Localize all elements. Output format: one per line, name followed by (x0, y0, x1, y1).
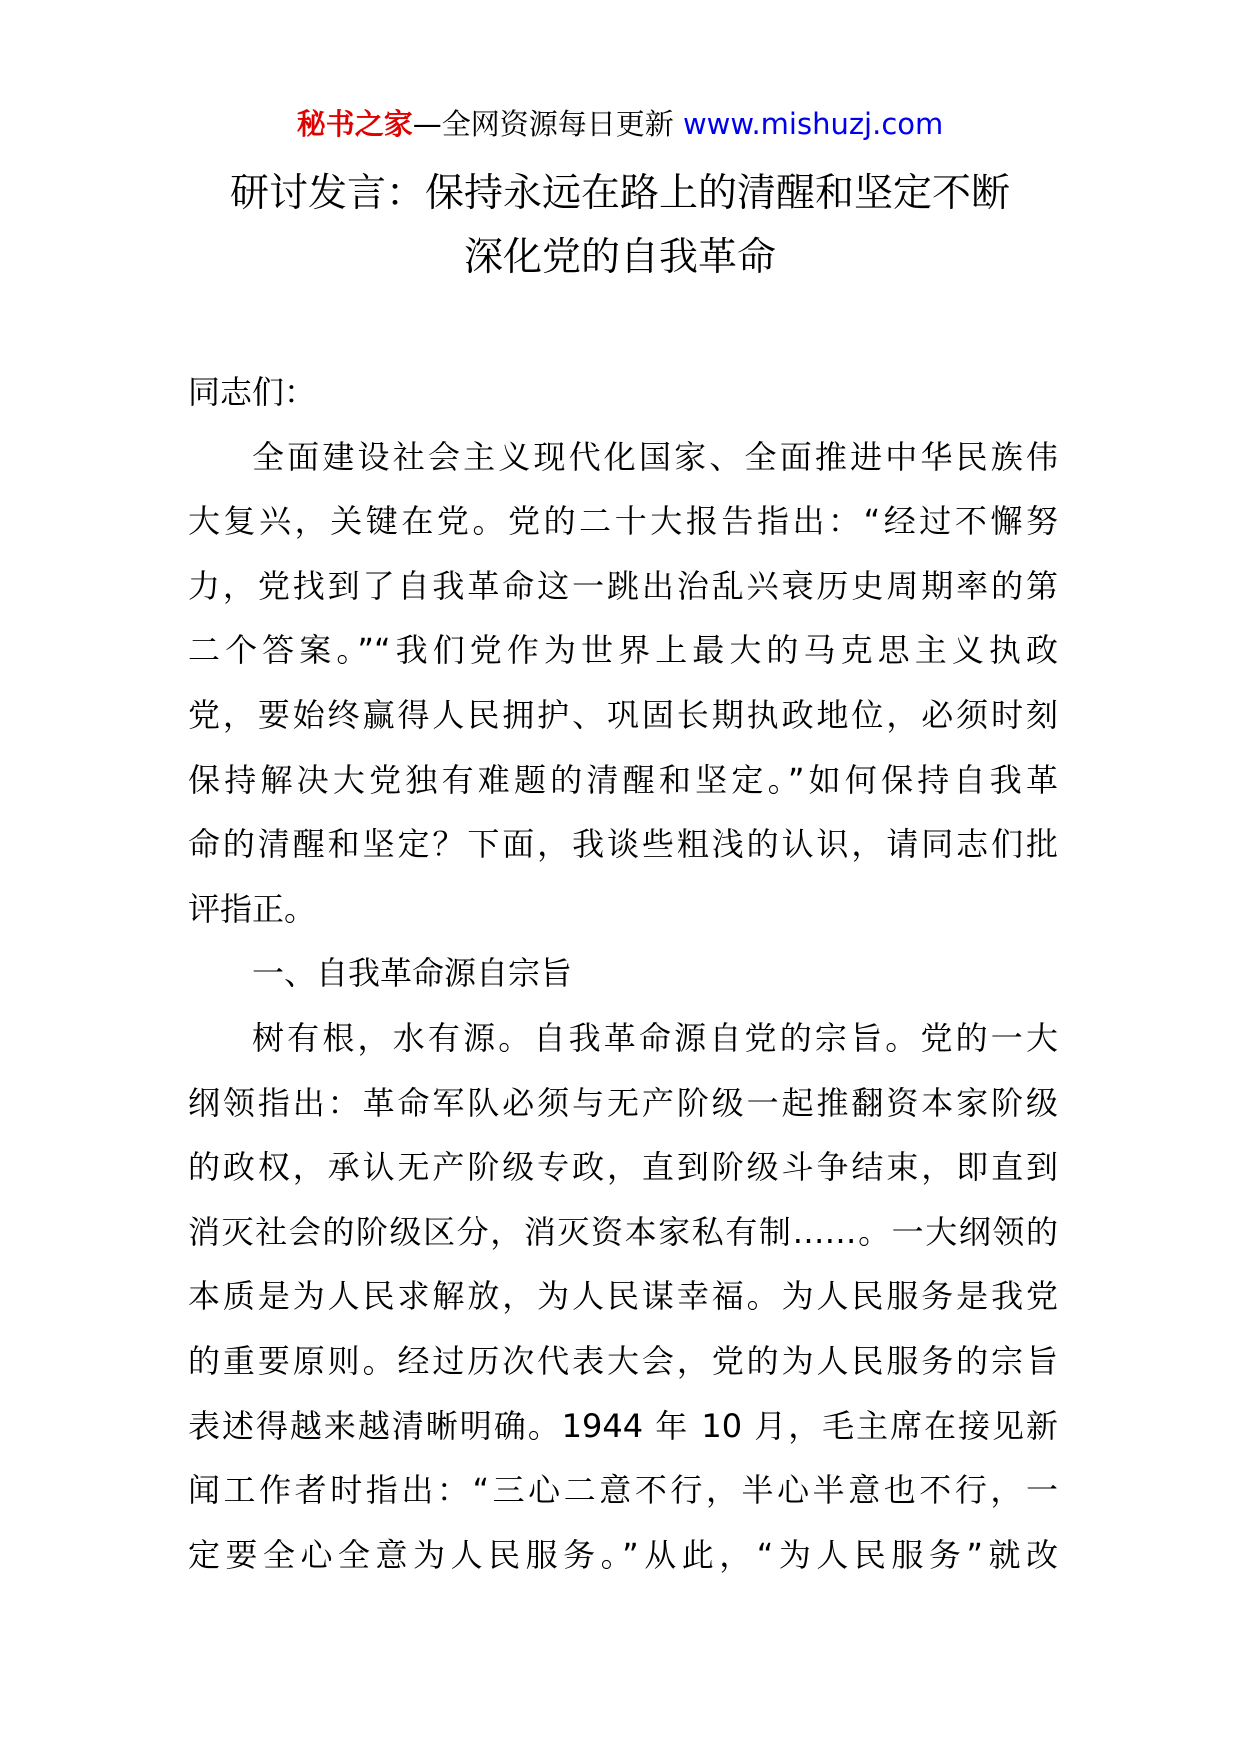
section-heading: 一、自我革命源自宗旨 (252, 954, 573, 993)
paragraph-2-line: 的政权，承认无产阶级专政，直到阶级斗争结束，即直到 (188, 1148, 1058, 1187)
site-tagline: —全网资源每日更新 (412, 107, 674, 141)
paragraph-2-line: 本质是为人民求解放，为人民谋幸福。为人民服务是我党 (188, 1277, 1058, 1316)
paragraph-1-line: 全面建设社会主义现代化国家、全面推进中华民族伟 (252, 437, 1058, 476)
paragraph-2-line: 闻工作者时指出：“三心二意不行，半心半意也不行，一 (188, 1471, 1058, 1510)
salutation: 同志们： (188, 373, 317, 411)
paragraph-2-line: 消灭社会的阶级区分，消灭资本家私有制……。一大纲领的 (188, 1212, 1058, 1251)
paragraph-2-line: 定要全心全意为人民服务。”从此，“为人民服务”就改 (188, 1535, 1058, 1574)
site-brand: 秘书之家 (296, 107, 413, 141)
paragraph-2-line: 树有根，水有源。自我革命源自党的宗旨。党的一大 (252, 1018, 1058, 1057)
paragraph-2-line: 表述得越来越清晰明确。1944 年 10 月，毛主席在接见新 (188, 1406, 1058, 1445)
title-line-2: 深化党的自我革命 (463, 235, 776, 280)
paragraph-1-line: 二个答案。”“我们党作为世界上最大的马克思主义执政 (188, 631, 1058, 670)
paragraph-1-line: 大复兴，关键在党。党的二十大报告指出：“经过不懈努 (188, 502, 1058, 541)
site-url-link[interactable]: www.mishuzj.com (682, 107, 944, 141)
site-banner (0, 104, 1240, 144)
paragraph-1-line: 保持解决大党独有难题的清醒和坚定。”如何保持自我革 (188, 760, 1058, 799)
paragraph-1-line: 命的清醒和坚定？下面，我谈些粗浅的认识，请同志们批 (188, 825, 1058, 864)
document-title (150, 162, 1090, 290)
paragraph-1-line: 评指正。 (188, 889, 317, 928)
paragraph-1-line: 力，党找到了自我革命这一跳出治乱兴衰历史周期率的第 (188, 566, 1058, 605)
paragraph-1-line: 党，要始终赢得人民拥护、巩固长期执政地位，必须时刻 (188, 695, 1058, 734)
paragraph-2-line: 纲领指出：革命军队必须与无产阶级一起推翻资本家阶级 (188, 1083, 1058, 1122)
title-line-1: 研讨发言：保持永远在路上的清醒和坚定不断 (229, 171, 1010, 216)
paragraph-2-line: 的重要原则。经过历次代表大会，党的为人民服务的宗旨 (188, 1341, 1058, 1380)
document-body (188, 360, 1058, 1587)
